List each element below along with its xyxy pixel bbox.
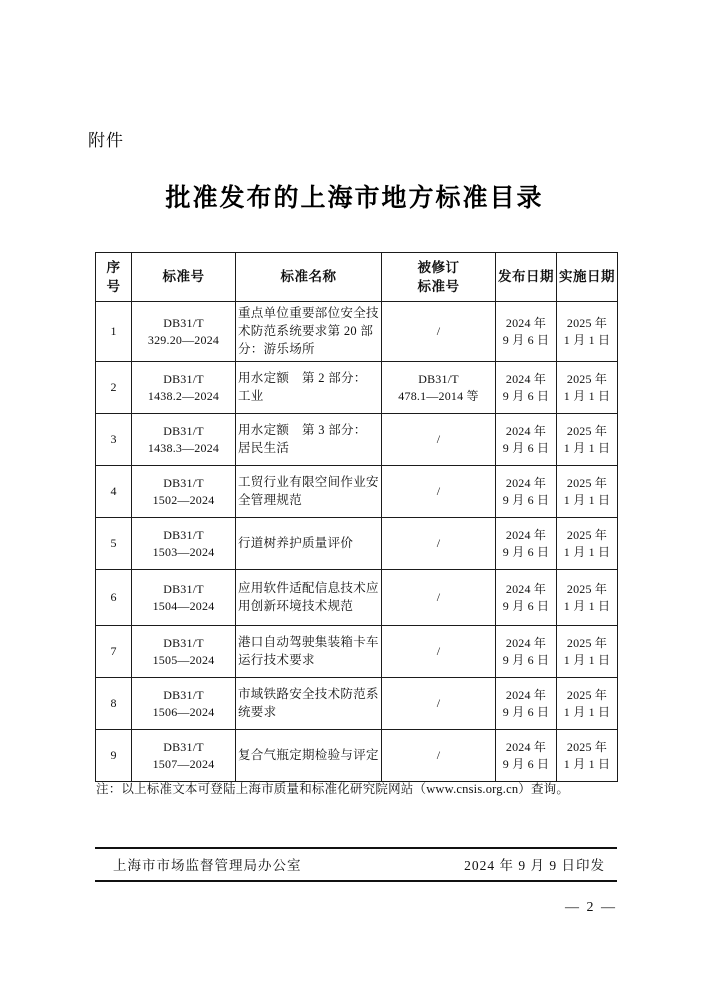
cell-implement-date-line2: 1 月 1 日 — [563, 388, 611, 403]
cell-seq: 3 — [96, 414, 132, 466]
cell-revised-no — [382, 518, 496, 570]
cell-standard-no-line2: 1502—2024 — [152, 492, 215, 507]
standards-table-container — [95, 252, 617, 782]
table-note: 注：以上标准文本可登陆上海市质量和标准化研究院网站（www.cnsis.org.cn）查询。 — [96, 782, 570, 796]
footer-issue-date: 2024 年 9 月 9 日印发 — [464, 858, 605, 873]
cell-publish-date — [496, 466, 557, 518]
cell-implement-date-line1: 2025 年 — [566, 371, 608, 386]
cell-revised-no-line1: / — [436, 484, 441, 499]
cell-seq: 8 — [96, 678, 132, 730]
cell-publish-date-line2: 9 月 6 日 — [502, 440, 550, 455]
cell-implement-date — [557, 302, 618, 362]
cell-publish-date-line1: 2024 年 — [505, 635, 547, 650]
cell-standard-no-line1: DB31/T — [163, 371, 204, 386]
cell-publish-date — [496, 362, 557, 414]
cell-standard-no — [132, 678, 236, 730]
document-footer — [95, 847, 617, 882]
cell-revised-no-line1: / — [436, 590, 441, 605]
cell-implement-date — [557, 570, 618, 626]
table-row — [96, 414, 618, 466]
cell-revised-no-line1: / — [436, 748, 441, 763]
cell-implement-date — [557, 518, 618, 570]
cell-standard-no — [132, 626, 236, 678]
cell-standard-no-line1: DB31/T — [163, 635, 204, 650]
cell-implement-date-line1: 2025 年 — [566, 635, 608, 650]
cell-standard-no — [132, 414, 236, 466]
cell-publish-date-line2: 9 月 6 日 — [502, 598, 550, 613]
cell-publish-date — [496, 730, 557, 782]
cell-standard-no — [132, 730, 236, 782]
cell-implement-date-line2: 1 月 1 日 — [563, 332, 611, 347]
cell-standard-name: 用水定额 第 3 部分：居民生活 — [236, 414, 382, 466]
cell-standard-no-line1: DB31/T — [163, 527, 204, 542]
cell-implement-date-line1: 2025 年 — [566, 475, 608, 490]
table-header-row — [96, 253, 618, 302]
table-row — [96, 730, 618, 782]
cell-publish-date-line1: 2024 年 — [505, 371, 547, 386]
cell-publish-date-line2: 9 月 6 日 — [502, 704, 550, 719]
column-header-standard-no: 标准号 — [132, 253, 236, 302]
cell-standard-name: 工贸行业有限空间作业安全管理规范 — [236, 466, 382, 518]
cell-standard-no-line2: 1504—2024 — [152, 598, 215, 613]
cell-revised-no — [382, 730, 496, 782]
footer-issuer: 上海市市场监督管理局办公室 — [113, 858, 302, 873]
cell-publish-date — [496, 302, 557, 362]
cell-publish-date-line2: 9 月 6 日 — [502, 388, 550, 403]
cell-revised-no — [382, 678, 496, 730]
cell-standard-name: 复合气瓶定期检验与评定 — [236, 730, 382, 782]
cell-publish-date — [496, 570, 557, 626]
cell-standard-no — [132, 362, 236, 414]
cell-implement-date-line1: 2025 年 — [566, 581, 608, 596]
cell-publish-date-line1: 2024 年 — [505, 581, 547, 596]
cell-publish-date-line2: 9 月 6 日 — [502, 492, 550, 507]
cell-seq: 4 — [96, 466, 132, 518]
cell-seq: 1 — [96, 302, 132, 362]
table-row — [96, 362, 618, 414]
cell-implement-date — [557, 678, 618, 730]
table-body — [96, 302, 618, 782]
table-row — [96, 570, 618, 626]
column-header-revised-no-line1: 被修订 — [417, 259, 460, 275]
cell-revised-no — [382, 570, 496, 626]
cell-seq: 5 — [96, 518, 132, 570]
cell-revised-no-line1: / — [436, 432, 441, 447]
cell-implement-date-line2: 1 月 1 日 — [563, 756, 611, 771]
cell-publish-date — [496, 414, 557, 466]
cell-standard-no-line1: DB31/T — [163, 315, 204, 330]
footer-divider-bottom — [95, 880, 617, 882]
cell-seq: 6 — [96, 570, 132, 626]
cell-implement-date-line1: 2025 年 — [566, 315, 608, 330]
table-row — [96, 466, 618, 518]
cell-implement-date — [557, 466, 618, 518]
cell-implement-date — [557, 730, 618, 782]
cell-implement-date-line2: 1 月 1 日 — [563, 544, 611, 559]
cell-standard-no-line1: DB31/T — [163, 687, 204, 702]
cell-publish-date — [496, 518, 557, 570]
column-header-revised-no-line2: 标准号 — [417, 279, 460, 294]
cell-publish-date-line1: 2024 年 — [505, 475, 547, 490]
cell-publish-date — [496, 678, 557, 730]
cell-implement-date-line1: 2025 年 — [566, 739, 608, 754]
cell-standard-no-line1: DB31/T — [163, 423, 204, 438]
cell-publish-date-line1: 2024 年 — [505, 739, 547, 754]
cell-standard-no-line2: 1438.3—2024 — [147, 440, 220, 455]
attachment-label: 附件 — [88, 131, 124, 150]
cell-standard-name: 应用软件适配信息技术应用创新环境技术规范 — [236, 570, 382, 626]
column-header-implement-date: 实施日期 — [557, 253, 618, 302]
cell-implement-date — [557, 626, 618, 678]
cell-publish-date-line1: 2024 年 — [505, 315, 547, 330]
cell-standard-no — [132, 302, 236, 362]
cell-implement-date-line2: 1 月 1 日 — [563, 704, 611, 719]
cell-publish-date-line2: 9 月 6 日 — [502, 652, 550, 667]
table-row — [96, 518, 618, 570]
column-header-publish-date: 发布日期 — [496, 253, 557, 302]
page-title: 批准发布的上海市地方标准目录 — [165, 185, 544, 212]
column-header-seq — [96, 253, 132, 302]
cell-revised-no-line1: / — [436, 536, 441, 551]
cell-publish-date — [496, 626, 557, 678]
cell-standard-name: 市域铁路安全技术防范系统要求 — [236, 678, 382, 730]
column-header-revised-no — [382, 253, 496, 302]
cell-revised-no — [382, 414, 496, 466]
cell-publish-date-line1: 2024 年 — [505, 527, 547, 542]
cell-implement-date — [557, 414, 618, 466]
cell-revised-no-line1: / — [436, 644, 441, 659]
cell-standard-no — [132, 518, 236, 570]
column-header-standard-name: 标准名称 — [236, 253, 382, 302]
cell-standard-no-line1: DB31/T — [163, 475, 204, 490]
cell-standard-name: 行道树养护质量评价 — [236, 518, 382, 570]
footer-row — [95, 849, 617, 880]
cell-revised-no — [382, 362, 496, 414]
table-row — [96, 678, 618, 730]
cell-standard-no-line2: 1505—2024 — [152, 652, 215, 667]
cell-implement-date-line2: 1 月 1 日 — [563, 440, 611, 455]
cell-implement-date-line2: 1 月 1 日 — [563, 598, 611, 613]
cell-publish-date-line2: 9 月 6 日 — [502, 332, 550, 347]
cell-implement-date — [557, 362, 618, 414]
cell-standard-no — [132, 570, 236, 626]
cell-revised-no — [382, 466, 496, 518]
cell-publish-date-line2: 9 月 6 日 — [502, 756, 550, 771]
cell-implement-date-line1: 2025 年 — [566, 423, 608, 438]
cell-implement-date-line1: 2025 年 — [566, 527, 608, 542]
cell-revised-no — [382, 626, 496, 678]
cell-publish-date-line2: 9 月 6 日 — [502, 544, 550, 559]
cell-standard-no-line2: 329.20—2024 — [147, 332, 220, 347]
cell-seq: 2 — [96, 362, 132, 414]
cell-standard-name: 港口自动驾驶集装箱卡车运行技术要求 — [236, 626, 382, 678]
cell-implement-date-line2: 1 月 1 日 — [563, 652, 611, 667]
cell-standard-name: 重点单位重要部位安全技术防范系统要求第 20 部分：游乐场所 — [236, 302, 382, 362]
cell-standard-name: 用水定额 第 2 部分：工业 — [236, 362, 382, 414]
column-header-seq-line1: 序 — [106, 259, 121, 275]
table-header — [96, 253, 618, 302]
cell-standard-no — [132, 466, 236, 518]
page-number: — 2 — — [565, 900, 617, 915]
cell-implement-date-line1: 2025 年 — [566, 687, 608, 702]
cell-standard-no-line1: DB31/T — [163, 739, 204, 754]
cell-standard-no-line1: DB31/T — [163, 581, 204, 596]
cell-standard-no-line2: 1503—2024 — [152, 544, 215, 559]
cell-standard-no-line2: 1507—2024 — [152, 756, 215, 771]
cell-revised-no-line1: / — [436, 696, 441, 711]
cell-seq: 9 — [96, 730, 132, 782]
cell-revised-no-line1: / — [436, 324, 441, 339]
cell-implement-date-line2: 1 月 1 日 — [563, 492, 611, 507]
column-header-seq-line2: 号 — [106, 279, 121, 294]
standards-table — [95, 252, 618, 782]
cell-revised-no-line1: DB31/T — [418, 371, 459, 386]
table-row — [96, 626, 618, 678]
cell-standard-no-line2: 1506—2024 — [152, 704, 215, 719]
table-row — [96, 302, 618, 362]
cell-revised-no-line2: 478.1—2014 等 — [398, 388, 479, 403]
cell-seq: 7 — [96, 626, 132, 678]
cell-standard-no-line2: 1438.2—2024 — [147, 388, 220, 403]
cell-revised-no — [382, 302, 496, 362]
cell-publish-date-line1: 2024 年 — [505, 423, 547, 438]
cell-publish-date-line1: 2024 年 — [505, 687, 547, 702]
